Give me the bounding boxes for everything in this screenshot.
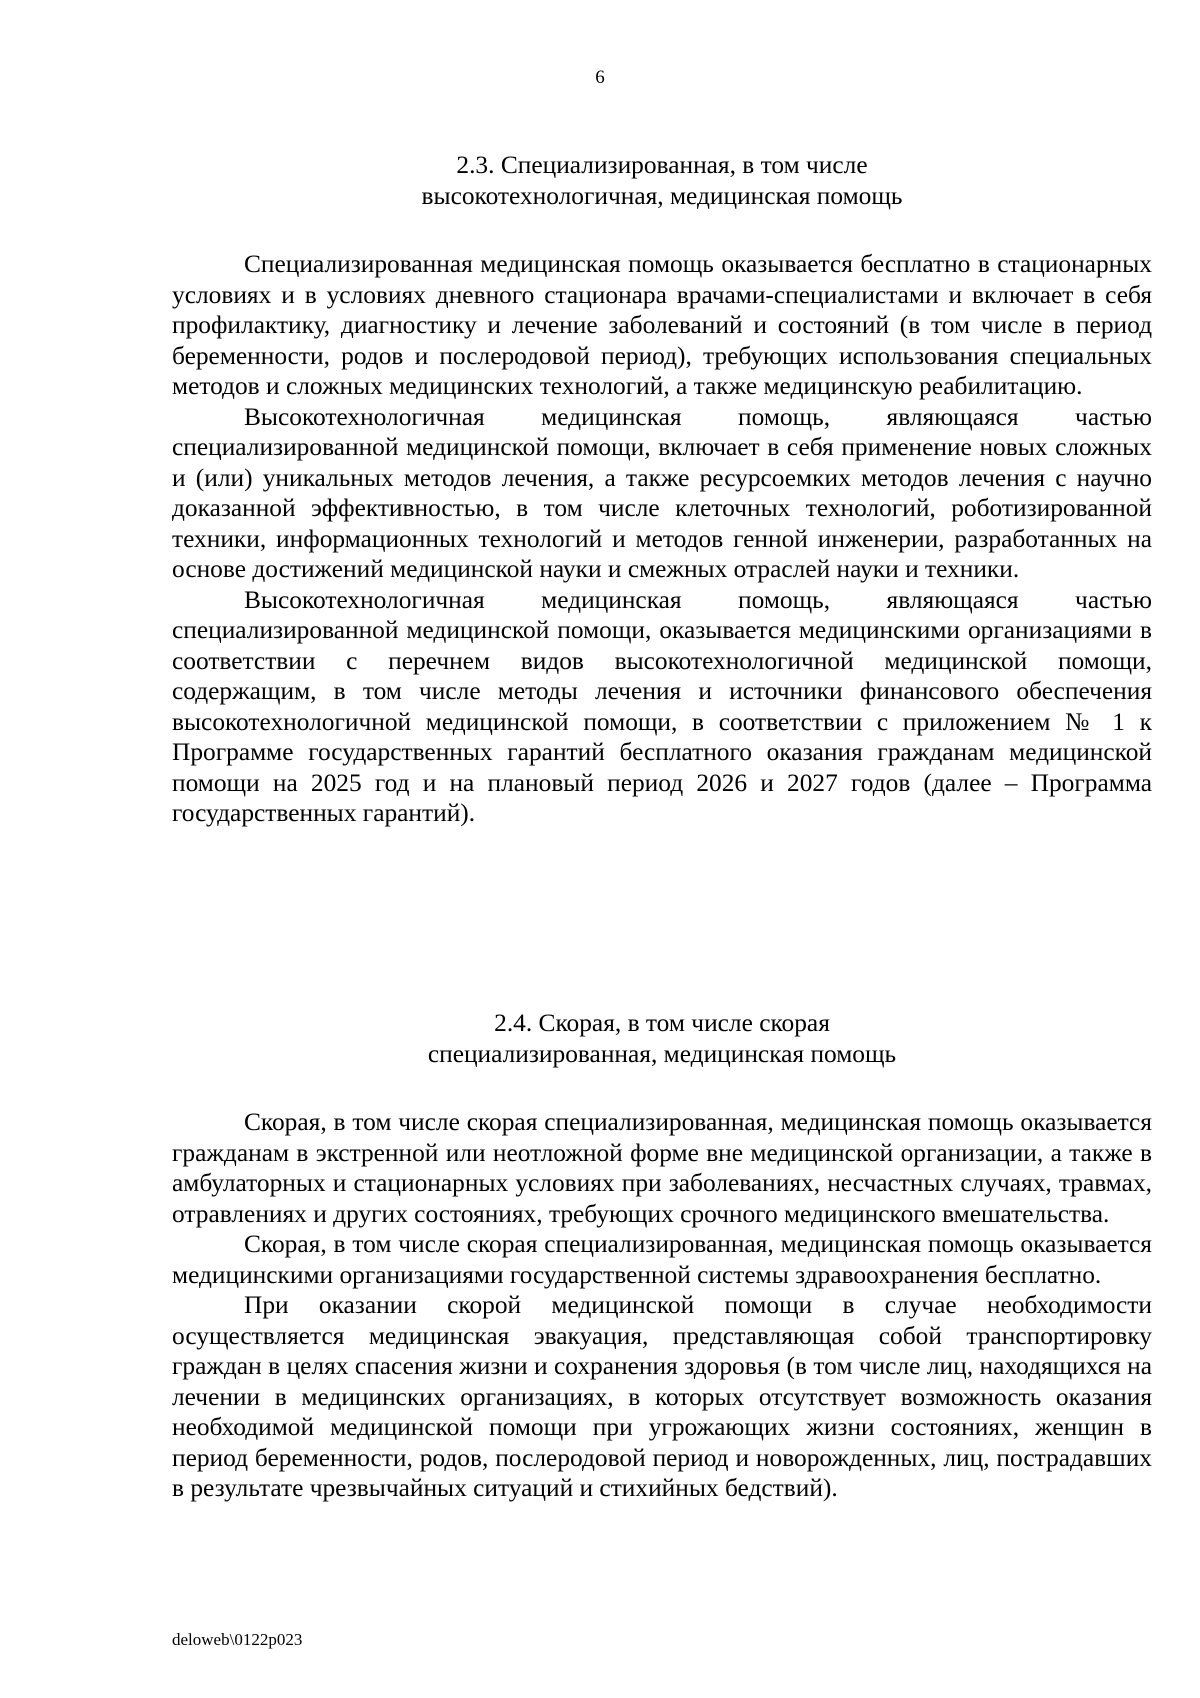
section-heading-line: 2.3. Специализированная, в том числе: [456, 151, 868, 179]
paragraph: Скорая, в том числе скорая специализированная, медицинская помощь оказывается гражданам в экстренной или неотложной форме вне медицинской организации, а также в амбулаторных и стационарных условиях при заболеваниях, несчастных случаях, травмах, отравлениях и других состояниях, требующих срочного медицинского вмешательства.: [172, 1108, 1152, 1228]
section-heading: [172, 150, 1152, 211]
section-2-3-heading-block: [172, 150, 1152, 211]
paragraph: Скорая, в том числе скорая специализированная, медицинская помощь оказывается медицинскими организациями государственной системы здравоохранения бесплатно.: [172, 1230, 1152, 1289]
section-heading-line: специализированная, медицинская помощь: [427, 1039, 897, 1068]
section-heading-line: 2.4. Скорая, в том числе скорая: [494, 1009, 830, 1037]
section-2-4-heading-block: [172, 1008, 1152, 1069]
section-2-3-body: [172, 249, 1152, 829]
section-2-4-body: [172, 1107, 1152, 1504]
paragraph: Высокотехнологичная медицинская помощь, являющаяся частью специализированной медицинской помощи, включает в себя применение новых сложных и (или) уникальных методов лечения, а также ресурсоемких методов лечения с научно доказанной эффективностью, в том числе клеточных технологий, роботизированной техники, информационных технологий и методов генной инженерии, разработанных на основе достижений медицинской науки и смежных отраслей науки и техники.: [172, 402, 1152, 583]
paragraph: Специализированная медицинская помощь оказывается бесплатно в стационарных условиях и в условиях дневного стационара врачами-специалистами и включает в себя профилактику, диагностику и лечение заболеваний и состояний (в том числе в период беременности, родов и послеродовой период), требующих использования специальных методов и сложных медицинских технологий, а также медицинскую реабилитацию.: [172, 250, 1152, 400]
section-heading-line: высокотехнологичная, медицинская помощь: [421, 181, 903, 210]
document-code: deloweb\0122p023: [172, 1630, 303, 1649]
section-heading: [172, 1008, 1152, 1069]
paragraph: При оказании скорой медицинской помощи в случае необходимости осуществляется медицинская эвакуация, представляющая собой транспортировку граждан в целях спасения жизни и сохранения здоровья (в том числе лиц, находящихся на лечении в медицинских организациях, в которых отсутствует возможность оказания необходимой медицинской помощи при угрожающих жизни состояниях, женщин в период беременности, родов, послеродовой период и новорожденных, лиц, пострадавших в результате чрезвычайных ситуаций и стихийных бедствий).: [172, 1291, 1152, 1502]
paragraph: Высокотехнологичная медицинская помощь, являющаяся частью специализированной медицинской помощи, оказывается медицинскими организациями в соответствии с перечнем видов высокотехнологичной медицинской помощи, содержащим, в том числе методы лечения и источники финансового обеспечения высокотехнологичной медицинской помощи, в соответствии с приложением № 1 к Программе государственных гарантий бесплатного оказания гражданам медицинской помощи на 2025 год и на плановый период 2026 и 2027 годов (далее – Программа государственных гарантий).: [172, 585, 1152, 827]
page-number: 6: [595, 67, 605, 88]
